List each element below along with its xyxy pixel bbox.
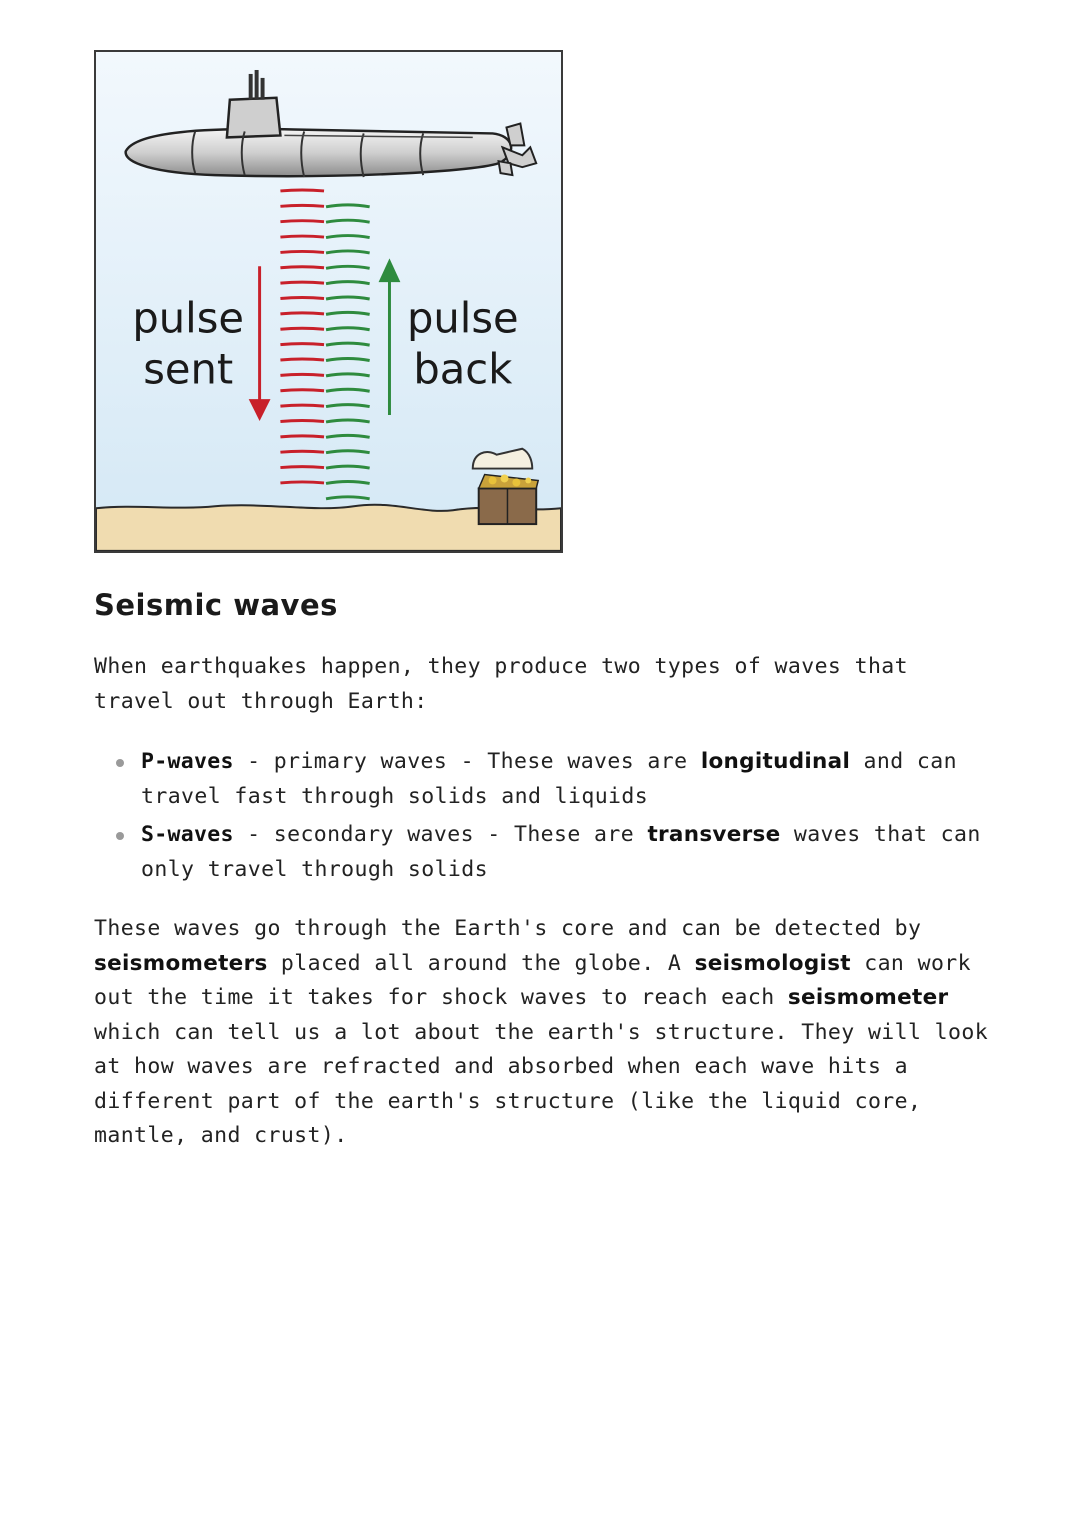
seismometers-term: seismometers: [94, 950, 268, 976]
list-item-s-waves: [94, 818, 994, 887]
pulse-sent-wavefront: [280, 405, 324, 406]
pulse-sent-wavefront: [280, 251, 324, 252]
paragraph-text: placed all around the globe. A: [267, 950, 695, 976]
pulse-back-label-line2: back: [413, 344, 513, 394]
pulse-sent-wavefront: [280, 282, 324, 283]
sonar-diagram-svg: [96, 52, 561, 551]
p-waves-description: primary waves: [273, 749, 448, 774]
pulse-back-label-line1: pulse: [407, 293, 519, 343]
pulse-sent-wavefront: [280, 482, 324, 483]
pulse-sent-wavefront: [280, 328, 324, 329]
pulse-sent-wavefront: [280, 221, 324, 222]
section-heading: Seismic waves: [94, 588, 338, 622]
treasure-chest-icon: [473, 449, 538, 524]
list-item-p-waves: [94, 745, 994, 814]
pulse-sent-wavefront: [280, 344, 324, 345]
pulse-sent-wavefront: [280, 467, 324, 468]
seismometer-term: seismometer: [787, 985, 949, 1010]
wave-types-list: [94, 745, 994, 891]
pulse-sent-wavefront: [280, 436, 324, 437]
p-waves-term: P-waves: [141, 749, 234, 774]
pulse-sent-wavefront: [280, 359, 324, 360]
pulse-sent-wavefront: [280, 190, 324, 191]
paragraph-text: which can tell us a lot about the earth's structure. They will look at how waves are refracted and absorbed when each wave hits a different part of the earth's structure (like the liquid core, mantle, and crust).: [94, 1019, 989, 1148]
separator: -: [473, 822, 514, 847]
s-waves-text: These are: [513, 822, 648, 847]
pulse-sent-label-line1: pulse: [132, 293, 245, 343]
longitudinal-term: longitudinal: [700, 749, 851, 774]
separator: -: [233, 822, 274, 847]
separator: -: [447, 749, 488, 774]
pulse-sent-wavefront: [280, 451, 324, 452]
pulse-sent-wavefront: [280, 298, 324, 299]
body-paragraph: [94, 912, 994, 1154]
paragraph-text: These waves go through the Earth's core and can be detected by: [94, 916, 922, 941]
sonar-diagram: [94, 50, 563, 553]
seismologist-term: seismologist: [694, 950, 851, 976]
separator: -: [233, 749, 274, 774]
pulse-sent-wavefront: [280, 420, 324, 421]
s-waves-text-end: waves that can only travel through solids: [141, 822, 981, 882]
p-waves-text-end: and can travel fast through solids and liquids: [141, 749, 957, 809]
s-waves-description: secondary waves: [273, 822, 474, 847]
pulse-sent-wavefront: [280, 313, 324, 314]
s-waves-term: S-waves: [141, 822, 234, 847]
pulse-sent-wavefront: [280, 374, 324, 375]
pulse-sent-wavefront: [280, 267, 324, 268]
p-waves-text: These waves are: [487, 749, 701, 774]
paragraph-text: can work out the time it takes for shock waves to reach each: [94, 950, 971, 1010]
pulse-sent-wavefront: [280, 236, 324, 237]
pulse-sent-label-line2: sent: [143, 344, 234, 394]
pulse-sent-wavefront: [280, 390, 324, 391]
pulse-sent-wavefront: [280, 205, 324, 206]
intro-paragraph: When earthquakes happen, they produce two types of waves that travel out through Earth:: [94, 654, 908, 714]
transverse-term: transverse: [647, 822, 781, 847]
